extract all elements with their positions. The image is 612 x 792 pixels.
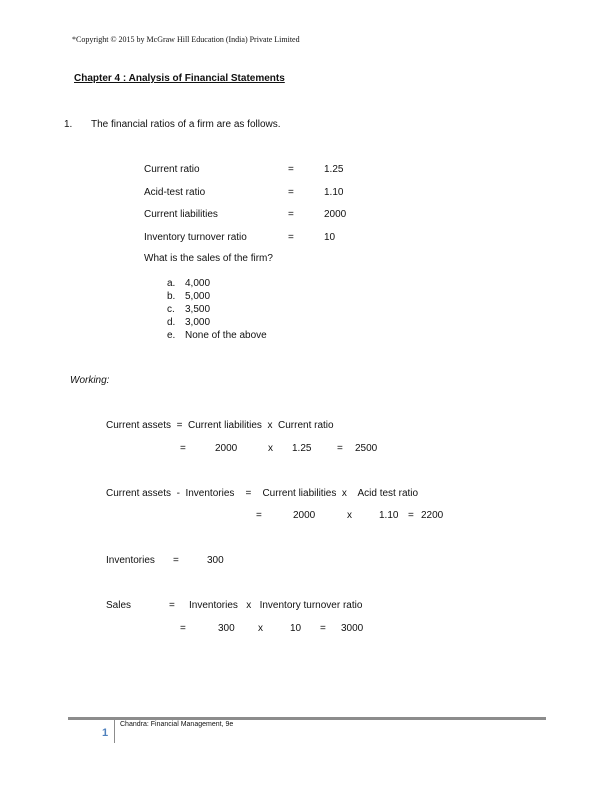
step1-equals: = (180, 443, 186, 454)
step2-operand-b: 1.10 (379, 510, 399, 521)
option-text: None of the above (185, 330, 267, 341)
ratio-value: 2000 (324, 209, 347, 220)
option-text: 4,000 (185, 278, 211, 289)
step1-formula: Current assets = Current liabilities x Current ratio (106, 420, 334, 431)
step1-operand-a: 2000 (215, 443, 238, 454)
step1-result: 2500 (355, 443, 378, 454)
step4-operand-a: 300 (218, 623, 235, 634)
option-text: 3,000 (185, 317, 211, 328)
question-number: 1. (64, 119, 73, 130)
footer-divider (68, 717, 546, 720)
ratio-value: 10 (324, 232, 336, 243)
step2-equals: = (256, 510, 262, 521)
step4-operand-b: 10 (290, 623, 302, 634)
step1-equals-result: = (337, 443, 343, 454)
ratio-equals: = (288, 164, 294, 175)
ratio-label: Current liabilities (144, 209, 218, 220)
ratio-label: Current ratio (144, 164, 200, 175)
ratio-label: Inventory turnover ratio (144, 232, 247, 243)
ratio-equals: = (288, 232, 294, 243)
ratio-label: Acid-test ratio (144, 187, 206, 198)
footer-book-title: Chandra: Financial Management, 9e (120, 721, 234, 728)
step2-operand-a: 2000 (293, 510, 316, 521)
option-letter: d. (167, 317, 176, 328)
step4-formula: Inventories x Inventory turnover ratio (189, 600, 363, 611)
step2-formula: Current assets - Inventories = Current liabilities x Acid test ratio (106, 488, 419, 499)
option-letter: c. (167, 304, 175, 315)
question-prompt: What is the sales of the firm? (144, 253, 273, 264)
step4-operator: x (258, 623, 263, 634)
ratio-value: 1.10 (324, 187, 344, 198)
step2-operator: x (347, 510, 352, 521)
ratio-value: 1.25 (324, 164, 344, 175)
step3-label: Inventories (106, 555, 155, 566)
step3-equals: = (173, 555, 179, 566)
step4-equals-result: = (320, 623, 326, 634)
working-heading: Working: (70, 375, 110, 386)
option-letter: a. (167, 278, 176, 289)
step4-result: 3000 (341, 623, 364, 634)
step4-calc-equals: = (180, 623, 186, 634)
ratio-equals: = (288, 187, 294, 198)
footer-vertical-divider (114, 720, 115, 743)
step1-operand-b: 1.25 (292, 443, 312, 454)
option-text: 3,500 (185, 304, 211, 315)
option-text: 5,000 (185, 291, 211, 302)
copyright-notice: *Copyright © 2015 by McGraw Hill Education (India) Private Limited (72, 35, 300, 44)
step2-result: 2200 (421, 510, 444, 521)
step2-equals-result: = (408, 510, 414, 521)
page-number: 1 (102, 727, 109, 739)
option-letter: e. (167, 330, 176, 341)
ratio-equals: = (288, 209, 294, 220)
step3-value: 300 (207, 555, 224, 566)
step1-operator: x (268, 443, 273, 454)
step4-label: Sales (106, 600, 132, 611)
question-text: The financial ratios of a firm are as follows. (91, 119, 281, 130)
option-letter: b. (167, 291, 176, 302)
step4-equals: = (169, 600, 175, 611)
chapter-title: Chapter 4 : Analysis of Financial Statements (74, 73, 285, 84)
